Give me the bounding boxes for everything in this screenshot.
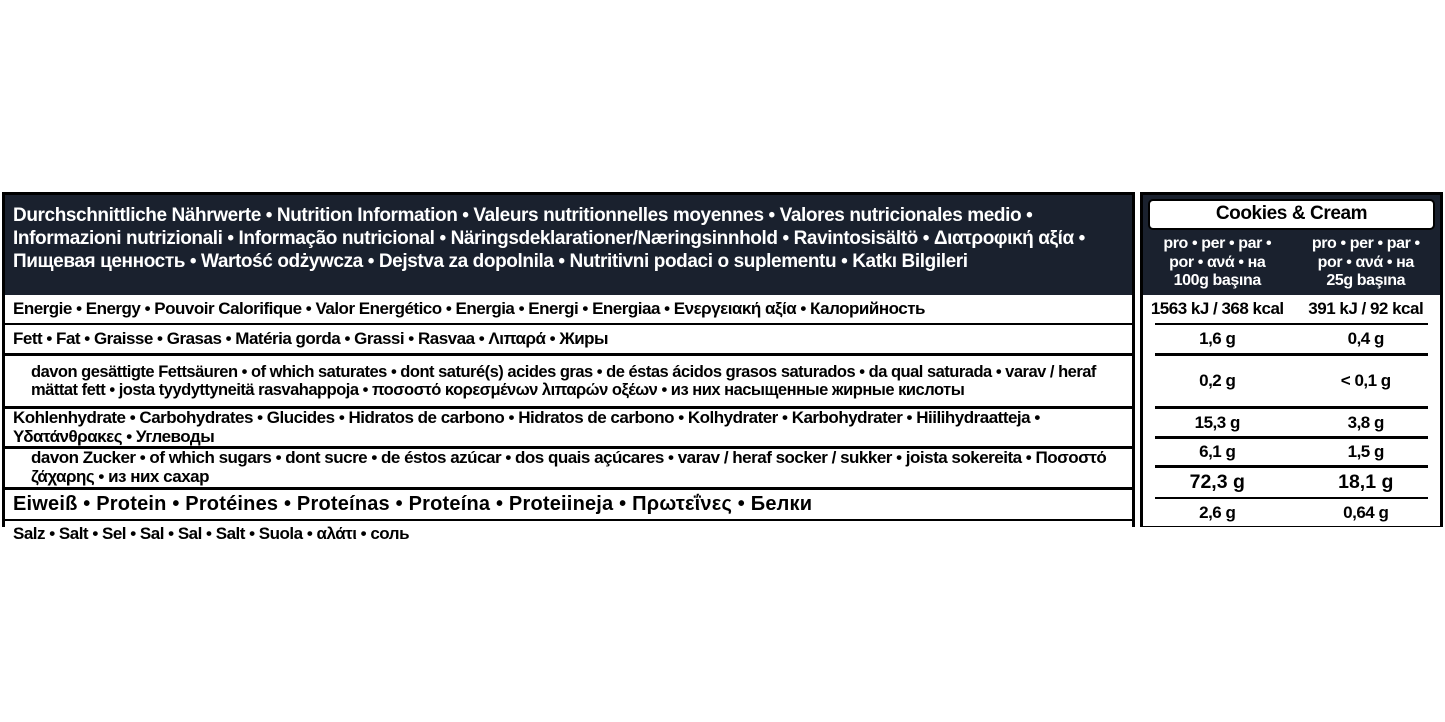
- fat-per-100g: 1,6 g: [1199, 329, 1236, 348]
- per-100g-line2: por • ανά • на: [1169, 253, 1266, 271]
- value-row-saturates: [1143, 356, 1440, 406]
- product-header: [1143, 195, 1440, 295]
- value-row-fat: [1143, 325, 1440, 353]
- per-100g-line3: 100g başına: [1173, 272, 1261, 290]
- per-25g-line2: por • ανά • на: [1317, 253, 1414, 271]
- nutrient-row-carbohydrates: [5, 409, 1132, 446]
- nutrient-row-energy: [5, 295, 1132, 323]
- value-rows: [1143, 295, 1440, 526]
- salt-per-100g: 2,6 g: [1199, 502, 1236, 522]
- product-title: [1148, 199, 1435, 230]
- nutrient-label-energy: Energie • Energy • Pouvoir Calorifique • Valor Energético • Energia • Energi • Energiaa • Ενεργειακή αξία • Калорийность: [13, 298, 925, 318]
- nutrient-row-fat: [5, 325, 1132, 353]
- column-header-per-25g: [1292, 233, 1441, 295]
- nutrient-label-carbohydrates: Kohlenhydrate • Carbohydrates • Glucides • Hidratos de carbono • Hidratos de carbono • Kolhydrater • Karbohydrater • Hiilihydraatteja • Υδατάνθρακες • Углеводы: [13, 408, 1040, 446]
- value-row-energy: [1143, 295, 1440, 323]
- nutrient-row-saturates: [5, 356, 1132, 406]
- saturates-per-25g: < 0,1 g: [1340, 371, 1391, 390]
- nutrient-label-salt: Salz • Salt • Sel • Sal • Sal • Salt • Suola • αλάτι • соль: [13, 523, 410, 543]
- per-25g-line1: pro • per • par •: [1311, 235, 1420, 252]
- per-25g-line3: 25g başına: [1326, 272, 1406, 290]
- nutrition-info-header: [5, 195, 1132, 295]
- nutrient-row-sugars: [5, 449, 1132, 486]
- nutrient-rows: [5, 295, 1132, 548]
- nutrient-label-sugars: davon Zucker • of which sugars • dont sucre • de éstos azúcar • dos quais açúcares • varav / heraf socker / sukker • joista sokereita • Ποσοστό ζάχαρης • из них сахар: [31, 448, 1107, 487]
- nutrient-row-salt: [5, 521, 1132, 548]
- nutrition-info-header-text: Durchschnittliche Nährwerte • Nutrition Information • Valeurs nutritionnelles moyennes • Valores nutricionales medio • Informazioni nutrizionali • Informação nutricional • Näringsdeklarationer/Næringsinnhold • Ravintosisältö • Διατροφική αξία • Пищевая ценность • Wartość odżywcza • Dejstva za dopolnila • Nutritivni podaci o suplementu • Katkı Bilgileri: [13, 205, 1085, 273]
- nutrient-label-fat: Fett • Fat • Graisse • Grasas • Matéria gorda • Grassi • Rasvaa • Λιπαρά • Жиры: [13, 328, 609, 348]
- fat-per-25g: 0,4 g: [1347, 329, 1384, 348]
- protein-per-100g: 72,3 g: [1189, 471, 1245, 493]
- sugars-per-100g: 6,1 g: [1199, 442, 1236, 461]
- energy-per-25g: 391 kJ / 92 kcal: [1308, 299, 1424, 318]
- nutrient-names-panel: [2, 192, 1135, 543]
- product-title-text: Cookies & Cream: [1215, 203, 1368, 224]
- serving-column-headers: [1143, 233, 1440, 295]
- value-row-carbohydrates: [1143, 409, 1440, 436]
- value-row-sugars: [1143, 439, 1440, 465]
- carbohydrates-per-25g: 3,8 g: [1347, 412, 1384, 432]
- salt-per-25g: 0,64 g: [1343, 502, 1389, 522]
- nutrient-label-saturates: davon gesättigte Fettsäuren • of which saturates • dont saturé(s) acides gras • de éstas ácidos grasos saturados • da qual saturada • varav / heraf mättat fett • josta tyydyttyneitä rasvahappoja • ποσοστό κορεσμένων λιπαρών οξέων • из них насыщенные жирные кислоты: [31, 362, 1096, 399]
- carbohydrates-per-100g: 15,3 g: [1194, 412, 1240, 432]
- value-row-salt: [1143, 499, 1440, 526]
- value-row-protein: [1143, 468, 1440, 497]
- nutrient-label-protein: Eiweiß • Protein • Protéines • Proteínas • Proteína • Proteiineja • Πρωτεΐνες • Белки: [13, 493, 813, 516]
- saturates-per-100g: 0,2 g: [1199, 371, 1236, 390]
- energy-per-100g: 1563 kJ / 368 kcal: [1150, 299, 1284, 318]
- sugars-per-25g: 1,5 g: [1347, 442, 1384, 461]
- protein-per-25g: 18,1 g: [1338, 471, 1394, 493]
- nutrient-row-protein: [5, 490, 1132, 519]
- values-panel: [1140, 192, 1443, 527]
- per-100g-line1: pro • per • par •: [1163, 235, 1272, 252]
- column-header-per-100g: [1143, 233, 1292, 295]
